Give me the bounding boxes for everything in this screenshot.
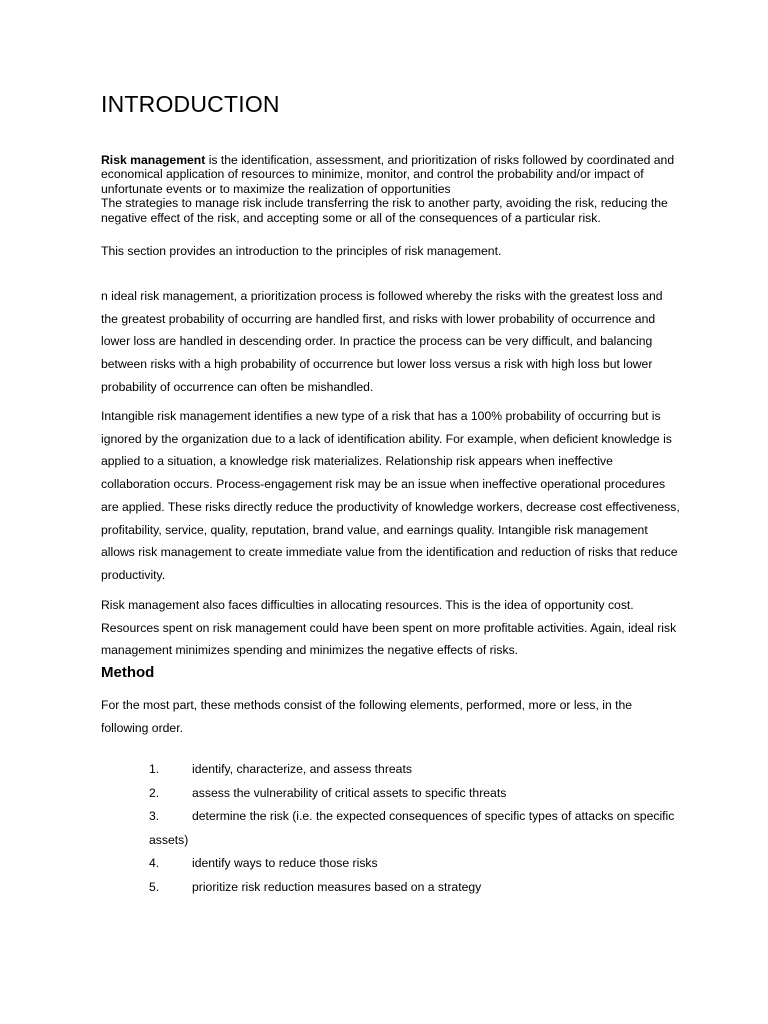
list-item	[149, 852, 716, 876]
list-item-continuation: assets)	[149, 832, 189, 847]
intro-line: economical application of resources to minimize, monitor, and control the probability and/or impact of	[101, 167, 644, 182]
intro-line	[101, 153, 716, 167]
paragraph-line: productivity.	[101, 567, 166, 582]
paragraph-line: the greatest probability of occurring are handled first, and risks with lower probability of occurrence and	[101, 311, 656, 326]
method-heading: Method	[101, 664, 155, 681]
intro-line: negative effect of the risk, and accepting some or all of the consequences of a particular risk.	[101, 210, 601, 225]
paragraph-line: following order.	[101, 720, 183, 735]
list-item-number: 4.	[149, 856, 160, 871]
list-item	[149, 805, 716, 829]
intro-paragraph	[101, 153, 716, 225]
paragraph-line: profitability, service, quality, reputation, brand value, and earnings quality. Intangible risk management	[101, 522, 648, 537]
paragraph-line: applied to a situation, a knowledge risk materializes. Relationship risk appears when ineffective	[101, 454, 613, 469]
list-item-text: prioritize risk reduction measures based on a strategy	[192, 879, 482, 894]
list-item-number: 2.	[149, 785, 160, 800]
paragraph-line: Resources spent on risk management could have been spent on more profitable activities. Again, ideal risk	[101, 620, 677, 635]
list-item-text: identify ways to reduce those risks	[192, 856, 378, 871]
paragraph-line: allows risk management to create immediate value from the identification and reduction of risks that reduce	[101, 545, 678, 560]
list-item-number: 5.	[149, 879, 160, 894]
intro-line: unfortunate events or to maximize the realization of opportunities	[101, 181, 451, 196]
paragraph-line: between risks with a high probability of occurrence but lower loss versus a risk with high loss but lower	[101, 357, 653, 372]
list-item	[149, 758, 716, 782]
section-intro-text: This section provides an introduction to the principles of risk management.	[101, 244, 502, 258]
paragraph-line: For the most part, these methods consist of the following elements, performed, more or less, in the	[101, 698, 633, 712]
page-title: INTRODUCTION	[101, 91, 280, 117]
method-intro-paragraph	[101, 694, 716, 739]
paragraph-line: probability of occurrence can often be mishandled.	[101, 379, 374, 394]
resources-paragraph	[101, 594, 716, 662]
paragraph-line: Intangible risk management identifies a new type of a risk that has a 100% probability of occurring but is	[101, 409, 661, 423]
ideal-risk-paragraph	[101, 285, 716, 399]
method-steps-list	[149, 758, 716, 900]
list-item-number: 3.	[149, 809, 160, 824]
intro-line-text: is the identification, assessment, and prioritization of risks followed by coordinated and	[205, 153, 675, 167]
paragraph-line: Risk management also faces difficulties in allocating resources. This is the idea of opportunity cost.	[101, 598, 634, 612]
list-item-text: identify, characterize, and assess threats	[192, 762, 412, 776]
paragraph-line: management minimizes spending and minimizes the negative effects of risks.	[101, 643, 519, 658]
paragraph-line: ignored by the organization due to a lack of identification ability. For example, when deficient knowledge is	[101, 431, 672, 446]
list-item	[149, 782, 716, 806]
list-item-text: determine the risk (i.e. the expected consequences of specific types of attacks on specific	[192, 809, 675, 824]
list-item-text: assess the vulnerability of critical assets to specific threats	[192, 785, 507, 800]
list-item	[149, 876, 716, 900]
intangible-risk-paragraph	[101, 405, 716, 587]
intro-term: Risk management	[101, 153, 206, 167]
paragraph-line: lower loss are handled in descending order. In practice the process can be very difficult, and balancing	[101, 334, 653, 349]
intro-line: The strategies to manage risk include transferring the risk to another party, avoiding the risk, reducing the	[101, 196, 668, 211]
list-item-number: 1.	[149, 762, 160, 776]
paragraph-line: are applied. These risks directly reduce the productivity of knowledge workers, decrease cost effectiveness,	[101, 499, 680, 514]
paragraph-line: collaboration occurs. Process-engagement risk may be an issue when ineffective operational procedures	[101, 477, 666, 492]
paragraph-line: n ideal risk management, a prioritization process is followed whereby the risks with the greatest loss and	[101, 289, 663, 303]
